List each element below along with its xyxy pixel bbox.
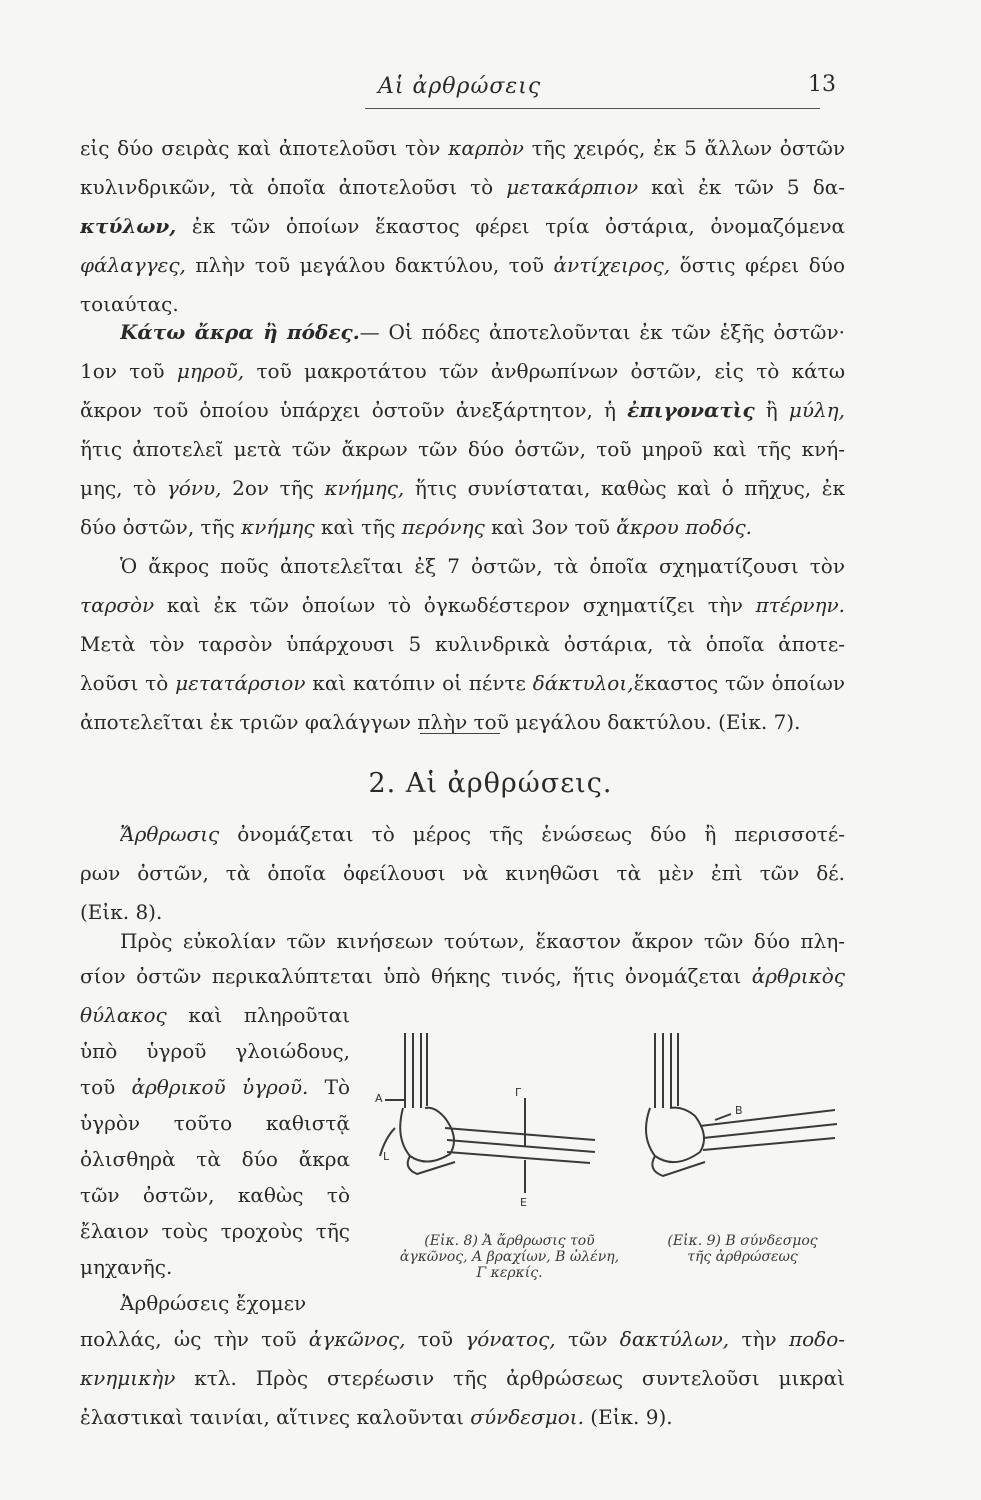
text-line: ἥτις ἀποτελεῖ μετὰ τῶν ἄκρων τῶν δύο ὀστῶν, τοῦ μηροῦ καὶ τῆς κνή-: [80, 437, 845, 461]
text-line: τῶν ὀστῶν, καθὼς τὸ: [80, 1183, 350, 1207]
text-line: τοιαύτας.: [80, 292, 179, 316]
header-rule: [365, 108, 820, 109]
figure-9-caption: (Εἰκ. 9) Β σύνδεσμος τῆς ἀρθρώσεως: [667, 1233, 818, 1265]
fig9-label-b: Β: [735, 1104, 743, 1117]
text-line: κτύλων, ἐκ τῶν ὁποίων ἕκαστος φέρει τρία ὀστάρια, ὀνομαζόμενα: [80, 214, 845, 238]
text-line: λοῦσι τὸ μετατάρσιον καὶ κατόπιν οἱ πέντε δάκτυλοι,ἕκαστος τῶν ὁποίων: [80, 671, 845, 695]
text-line: φάλαγγες, πλὴν τοῦ μεγάλου δακτύλου, τοῦ ἀντίχειρος, ὅστις φέρει δύο: [80, 253, 845, 277]
running-title: Αἱ ἀρθρώσεις: [378, 74, 542, 99]
text-line: κνημικὴν κτλ. Πρὸς στερέωσιν τῆς ἀρθρώσεως συντελοῦσι μικραὶ: [80, 1366, 845, 1390]
lower-limbs-heading: Κάτω ἄκρα ἢ πόδες.: [120, 320, 360, 344]
text-line: εἰς δύο σειρὰς καὶ ἀποτελοῦσι τὸν καρπὸν τῆς χειρός, ἐκ 5 ἄλλων ὀστῶν: [80, 136, 845, 160]
text-line: μηχανῆς.: [80, 1255, 173, 1279]
figure-8-caption: (Εἰκ. 8) Ἀ ἄρθρωσις τοῦ ἀγκῶνος, Α βραχίων, Β ὠλένη, Γ κερκίς.: [399, 1233, 620, 1281]
text-line: δύο ὀστῶν, τῆς κνήμης καὶ τῆς περόνης καὶ 3ον τοῦ ἄκρου ποδός.: [80, 515, 753, 539]
section-divider: [420, 733, 500, 734]
fig8-label-l: L: [383, 1150, 390, 1163]
text-line: τοῦ ἀρθρικοῦ ὑγροῦ. Τὸ: [80, 1075, 350, 1099]
figure-8-drawing: [380, 1033, 595, 1193]
elbow-figures: [365, 1028, 845, 1223]
text-line: ἄκρον τοῦ ὁποίου ὑπάρχει ὀστοῦν ἀνεξάρτητον, ἡ ἐπιγονατὶς ἢ μύλη,: [80, 398, 845, 422]
text-line: μης, τὸ γόνυ, 2ον τῆς κνήμης, ἥτις συνίσταται, καθὼς καὶ ὁ πῆχυς, ἐκ: [80, 476, 845, 500]
page-number: 13: [808, 72, 836, 97]
text-line: Ἀρθρώσεις ἔχομεν: [120, 1291, 307, 1315]
fig8-label-g: Γ: [515, 1086, 522, 1099]
text-line: Ἄρθρωσις ὀνομάζεται τὸ μέρος τῆς ἑνώσεως δύο ἢ περισσοτέ-: [120, 822, 845, 846]
text-line: ὑγρὸν τοῦτο καθιστᾷ: [80, 1111, 350, 1135]
text-line: Ὁ ἄκρος ποῦς ἀποτελεῖται ἐξ 7 ὀστῶν, τὰ ὁποῖα σχηματίζουσι τὸν: [120, 554, 845, 578]
section-title: 2. Αἱ ἀρθρώσεις.: [368, 768, 613, 799]
text-line: Μετὰ τὸν ταρσὸν ὑπάρχουσι 5 κυλινδρικὰ ὀστάρια, τὰ ὁποῖα ἀποτε-: [80, 632, 845, 656]
text-line: πολλάς, ὡς τὴν τοῦ ἀγκῶνος, τοῦ γόνατος, τῶν δακτύλων, τὴν ποδο-: [80, 1327, 845, 1351]
text-line: σίον ὀστῶν περικαλύπτεται ὑπὸ θήκης τινός, ἥτις ὀνομάζεται ἀρθρικὸς: [80, 964, 845, 988]
text-line: 1ον τοῦ μηροῦ, τοῦ μακροτάτου τῶν ἀνθρωπίνων ὀστῶν, εἰς τὸ κάτω: [80, 359, 845, 383]
text-line: ἐλαστικαὶ ταινίαι, αἵτινες καλοῦνται σύνδεσμοι. (Εἰκ. 9).: [80, 1405, 673, 1429]
text-line: ὑπὸ ὑγροῦ γλοιώδους,: [80, 1039, 350, 1063]
text-line: ρων ὀστῶν, τὰ ὁποῖα ὀφείλουσι νὰ κινηθῶσι τὰ μὲν ἐπὶ τῶν δέ.: [80, 861, 845, 885]
text-line: κυλινδρικῶν, τὰ ὁποῖα ἀποτελοῦσι τὸ μετακάρπιον καὶ ἐκ τῶν 5 δα-: [80, 175, 845, 199]
text-line: ἀποτελεῖται ἐκ τριῶν φαλάγγων πλὴν τοῦ μεγάλου δακτύλου. (Εἰκ. 7).: [80, 710, 801, 734]
text-line: (Εἰκ. 8).: [80, 900, 163, 924]
text-line: Πρὸς εὐκολίαν τῶν κινήσεων τούτων, ἕκαστον ἄκρον τῶν δύο πλη-: [120, 929, 845, 953]
fig8-label-e: Ε: [520, 1196, 527, 1209]
text-line: ταρσὸν καὶ ἐκ τῶν ὁποίων τὸ ὀγκωδέστερον σχηματίζει τὴν πτέρνην.: [80, 593, 845, 617]
fig8-label-a: Α: [375, 1092, 383, 1105]
text-line: ἔλαιον τοὺς τροχοὺς τῆς: [80, 1219, 350, 1243]
text-line: Κάτω ἄκρα ἢ πόδες.— Οἱ πόδες ἀποτελοῦνται ἐκ τῶν ἑξῆς ὀστῶν·: [120, 320, 845, 344]
text-line: ὀλισθηρὰ τὰ δύο ἄκρα: [80, 1147, 350, 1171]
text-line: θύλακος καὶ πληροῦται: [80, 1003, 350, 1027]
elbow-joint-illustrations: [365, 1028, 845, 1223]
